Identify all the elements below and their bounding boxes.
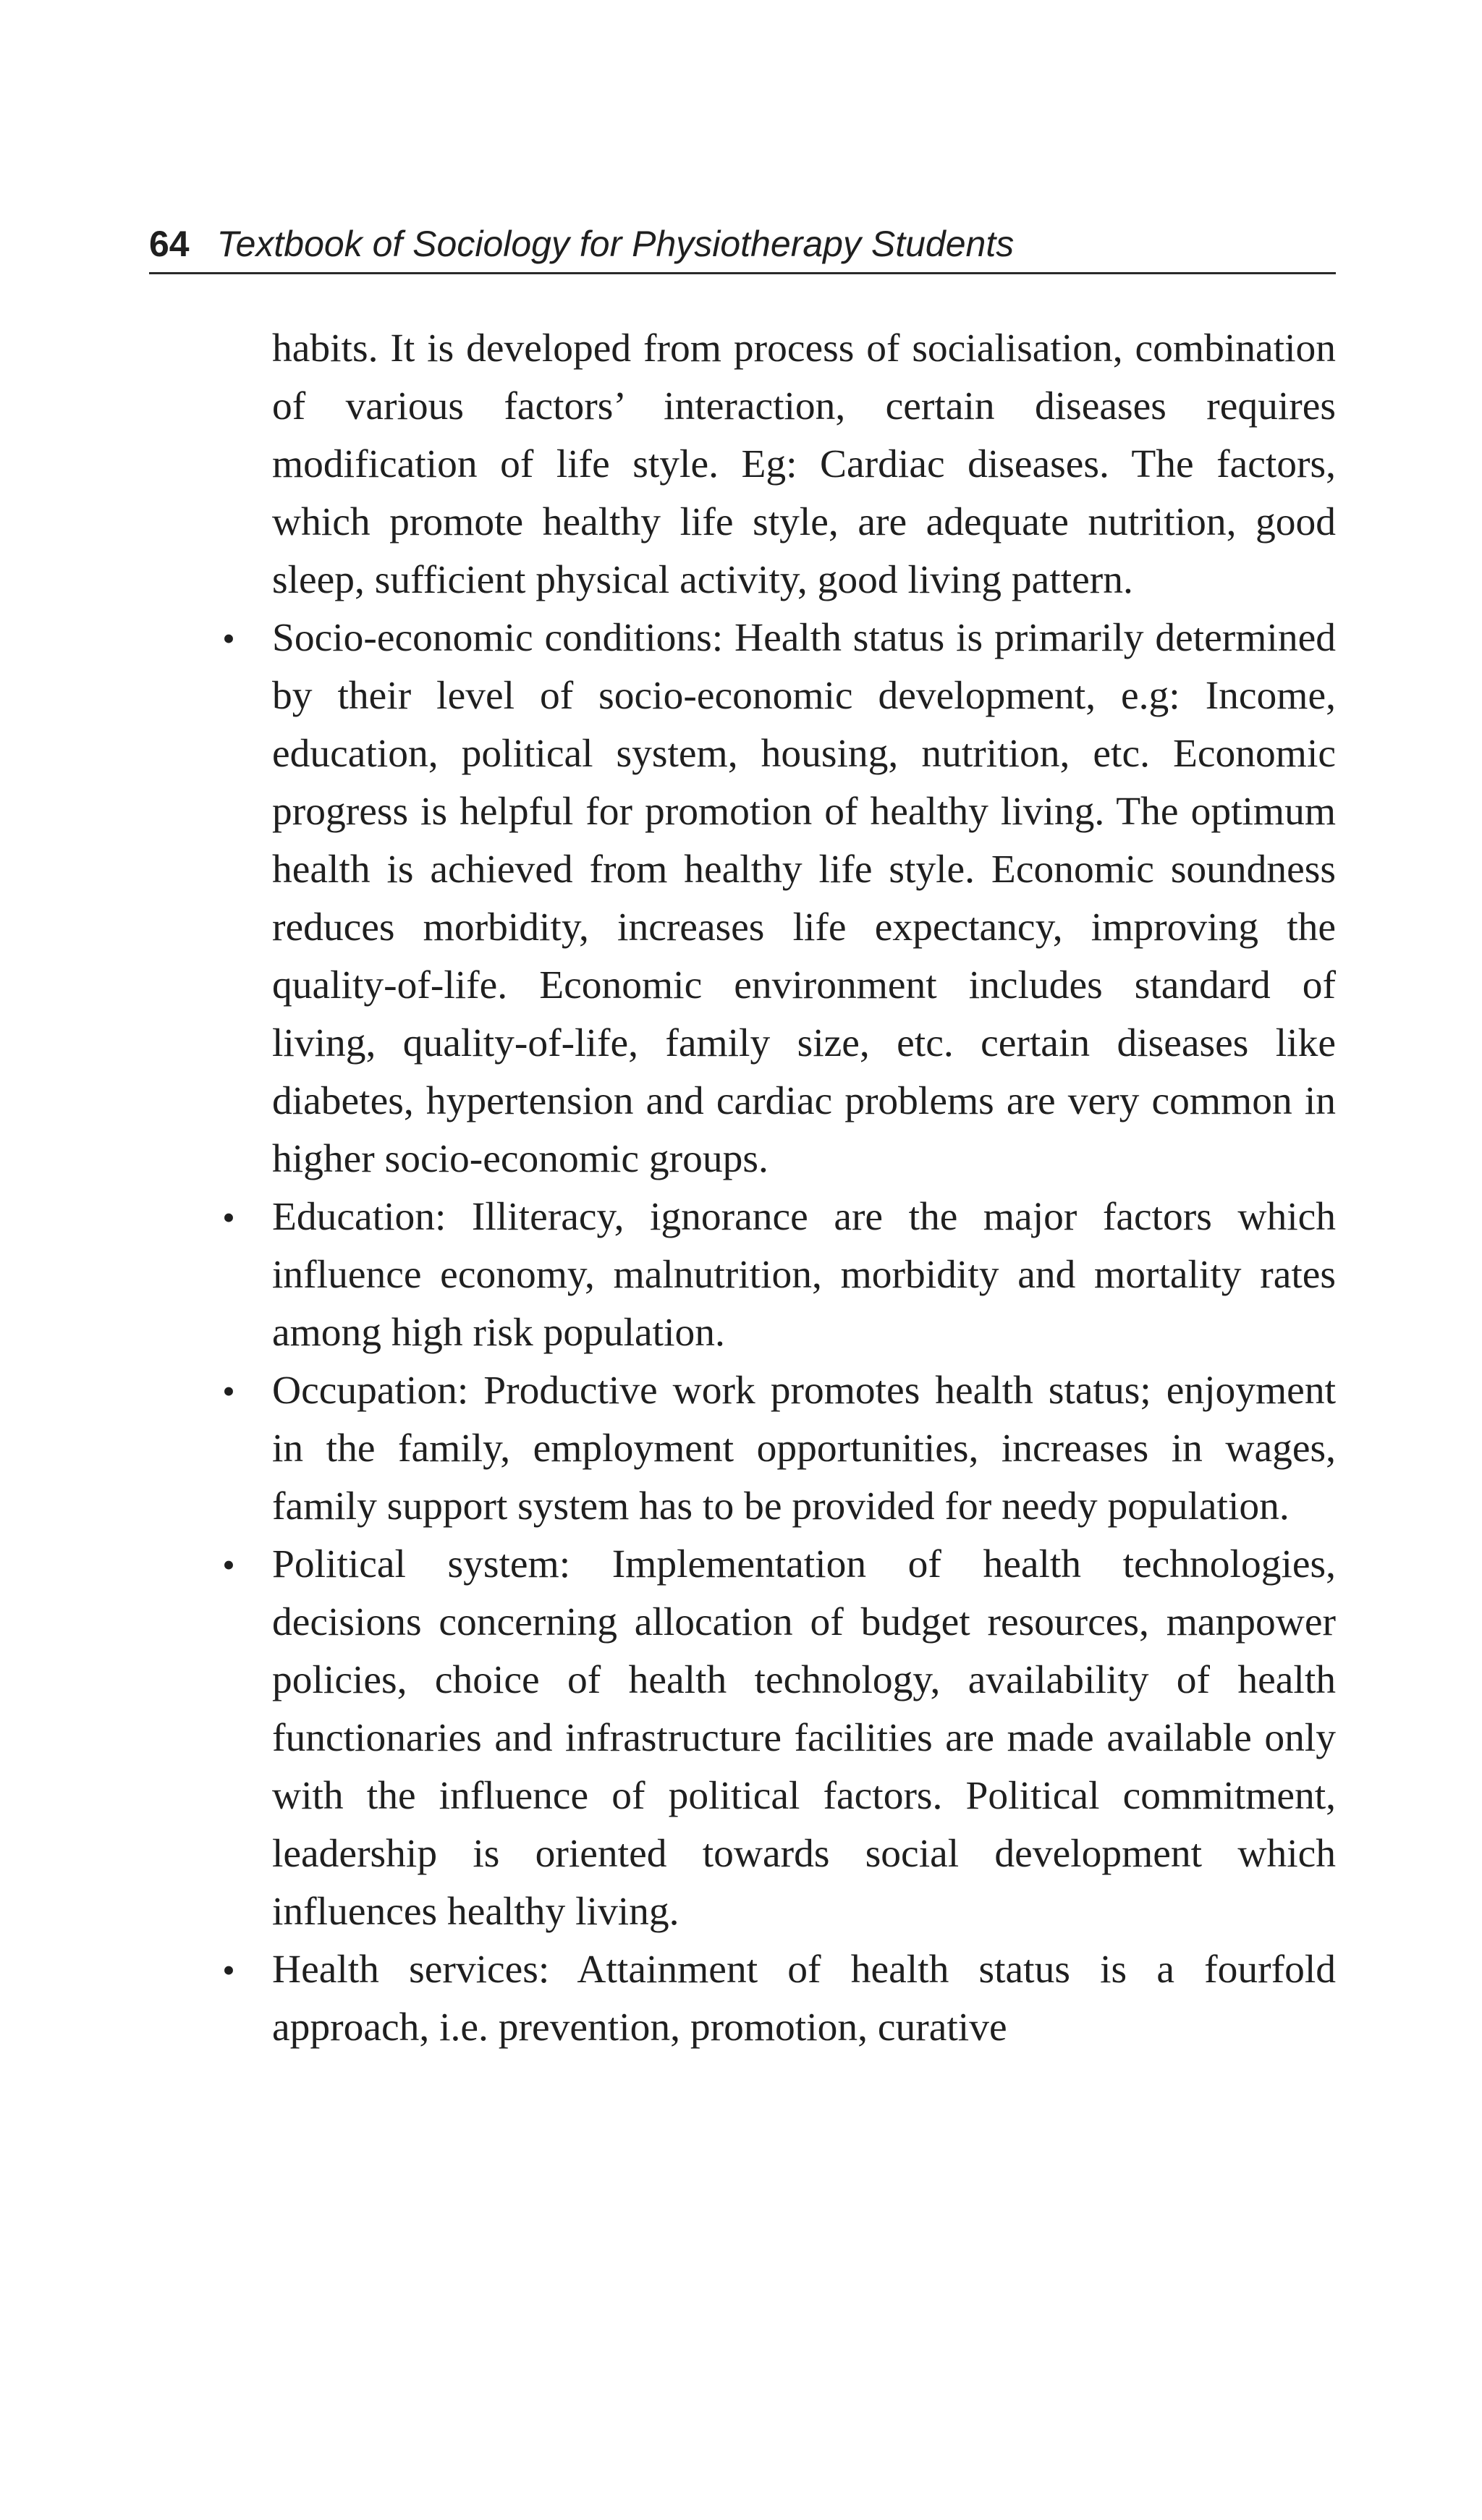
bullet-icon: • [222,1371,235,1411]
bullet-icon: • [222,618,235,659]
continuation-paragraph: habits. It is developed from process of socialisation, combination of various factors’ interaction, certain diseases requires modification of life style. Eg: Cardiac diseases. The factors, which promote healthy life style, are adequate nutrition, good sleep, sufficient physical activity, good living pattern. [272,326,1336,602]
bullet-icon: • [222,1544,235,1585]
body-text [222,320,1336,2057]
bullet-item-health-services [222,1941,1336,2057]
bullet-icon: • [222,1950,235,1990]
bullet-item-socio-economic [222,609,1336,1188]
bullet-text: Education: Illiteracy, ignorance are the major factors which influence economy, malnutrition, morbidity and mortality rates among high risk population. [272,1195,1336,1355]
bullet-text: Health services: Attainment of health status is a fourfold approach, i.e. prevention, promotion, curative [272,1948,1336,2050]
bullet-item-education [222,1188,1336,1362]
factors-bullet-list [222,609,1336,2057]
book-title: Textbook of Sociology for Physiotherapy Students [216,224,1015,264]
bullet-item-political-system [222,1536,1336,1941]
running-header [149,214,1336,274]
bullet-text: Socio-economic conditions: Health status is primarily determined by their level of socio-economic development, e.g: Income, education, political system, housing, nutrition, etc. Economic progress is helpful for promotion of healthy living. The optimum health is achieved from healthy life style. Economic soundness reduces morbidity, increases life expectancy, improving the quality-of-life. Economic environment includes standard of living, quality-of-life, family size, etc. certain diseases like diabetes, hypertension and cardiac problems are very common in higher socio-economic groups. [272,616,1336,1181]
bullet-text: Political system: Implementation of health technologies, decisions concerning allocation of budget resources, manpower policies, choice of health technology, availability of health functionaries and infrastructure facilities are made available only with the influence of political factors. Political commitment, leadership is oriented towards social development which influences healthy living. [272,1542,1336,1934]
bullet-text: Occupation: Productive work promotes health status; enjoyment in the family, employment opportunities, increases in wages, family support system has to be provided for needy population. [272,1369,1336,1529]
page-number: 64 [149,224,190,264]
bullet-icon: • [222,1197,235,1238]
bullet-item-occupation [222,1362,1336,1536]
